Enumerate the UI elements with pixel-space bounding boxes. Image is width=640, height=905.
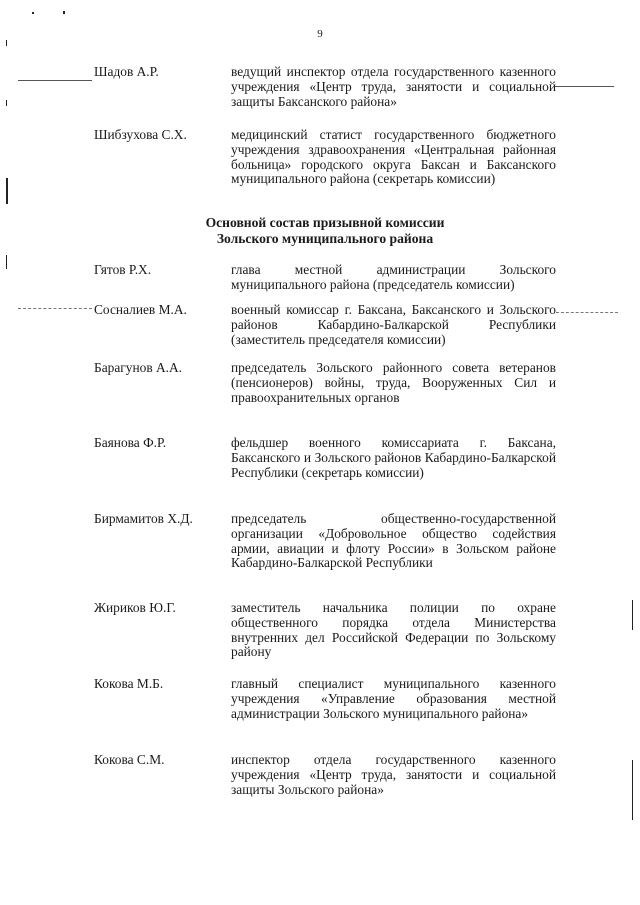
scan-speck (32, 12, 34, 14)
member-name: Кокова М.Б. (94, 676, 164, 691)
member-description: военный комиссар г. Баксана, Баксанского и Зольского районов Кабардино-Балкарской Республики (заместитель председателя комиссии) (231, 302, 556, 347)
margin-mark (6, 255, 7, 269)
member-entry (94, 436, 556, 480)
page-number: 9 (317, 28, 323, 40)
member-entry (94, 601, 556, 660)
scan-speck (63, 11, 65, 14)
member-name: Шибзухова С.Х. (94, 127, 187, 142)
scan-line (556, 312, 618, 313)
member-description: председатель общественно-государственной организации «Добровольное общество содействия армии, авиации и флоту России» в Зольском районе Кабардино-Балкарской Республики (231, 511, 556, 571)
margin-mark (632, 760, 633, 820)
member-entry (94, 512, 556, 571)
member-name: Гятов Р.Х. (94, 262, 152, 277)
member-description: глава местной администрации Зольского муниципального района (председатель комиссии) (231, 262, 556, 292)
member-name: Барагунов А.А. (94, 360, 183, 375)
section-heading (94, 215, 556, 246)
scan-line (18, 308, 92, 309)
member-name: Шадов А.Р. (94, 64, 159, 79)
member-description: главный специалист муниципального казенного учреждения «Управление образования местной администрации Зольского муниципального района» (231, 676, 556, 721)
member-name: Жириков Ю.Г. (94, 600, 176, 615)
member-entry (94, 303, 556, 347)
member-description: заместитель начальника полиции по охране общественного порядка отдела Министерства внутренних дел Российской Федерации по Зольскому району (231, 600, 556, 660)
member-description: председатель Зольского районного совета ветеранов (пенсионеров) войны, труда, Вооруженных Сил и правоохранительных органов (231, 360, 556, 405)
scan-line (18, 80, 92, 81)
scan-line (554, 86, 614, 87)
margin-mark (632, 600, 633, 630)
margin-mark (6, 100, 7, 106)
margin-mark (6, 178, 8, 204)
member-name: Сосналиев М.А. (94, 302, 187, 317)
member-entry (94, 263, 556, 293)
member-name: Баянова Ф.Р. (94, 435, 167, 450)
member-entry (94, 753, 556, 797)
section-heading-line: Основной состав призывной комиссии (205, 215, 445, 230)
member-description: инспектор отдела государственного казенного учреждения «Центр труда, занятости и социальной защиты Зольского района» (231, 752, 556, 797)
member-name: Бирмамитов Х.Д. (94, 511, 193, 526)
member-name: Кокова С.М. (94, 752, 165, 767)
member-description: ведущий инспектор отдела государственного казенного учреждения «Центр труда, занятости и социальной защиты Баксанского района» (231, 64, 556, 109)
member-entry (94, 65, 556, 109)
member-entry (94, 677, 556, 721)
margin-mark (6, 40, 7, 46)
member-description: медицинский статист государственного бюджетного учреждения здравоохранения «Центральная районная больница» городского округа Баксан и Баксанского муниципального района (секретарь комиссии) (231, 127, 556, 187)
member-description: фельдшер военного комиссариата г. Баксана, Баксанского и Зольского районов Кабардино-Балкарской Республики (секретарь комиссии) (231, 435, 556, 480)
member-entry (94, 361, 556, 405)
member-entry (94, 128, 556, 187)
section-heading-line: Зольского муниципального района (216, 230, 434, 246)
